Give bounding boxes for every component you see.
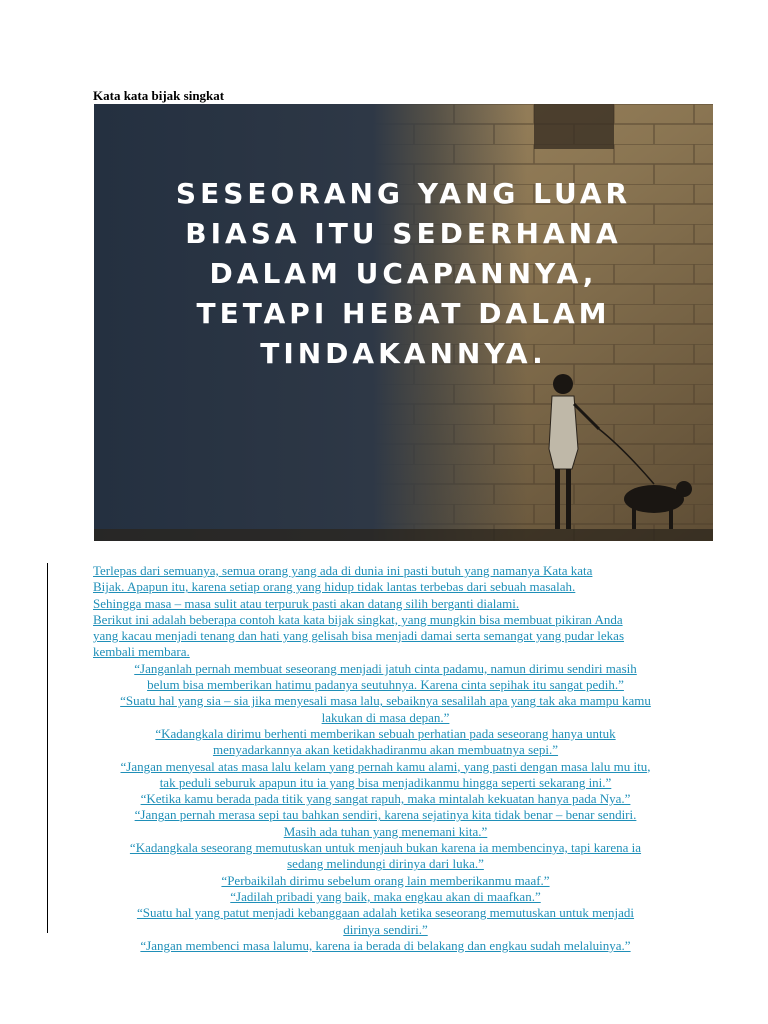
quote-line[interactable]: dirinya sendiri.”: [343, 921, 428, 937]
intro-line[interactable]: Terlepas dari semuanya, semua orang yang ada di dunia ini pasti butuh yang namanya Kata kata: [93, 563, 593, 578]
quote-line[interactable]: “Suatu hal yang sia – sia jika menyesali masa lalu, sebaiknya sesalilah apa yang tak aka mampu kamu: [120, 693, 651, 709]
quote-line[interactable]: “Suatu hal yang patut menjadi kebanggaan adalah ketika seseorang memutuskan untuk menjadi: [136, 905, 635, 921]
intro-line[interactable]: kembali membara.: [93, 644, 190, 660]
hero-quote-line: BIASA ITU SEDERHANA: [185, 217, 622, 250]
quote-line[interactable]: lakukan di masa depan.”: [321, 709, 450, 725]
quote-line[interactable]: “Kadangkala seseorang memutuskan untuk menjauh bukan karena ia membencinya, tapi karena ia: [129, 840, 642, 856]
hero-quote: [94, 174, 713, 374]
quote-line[interactable]: Masih ada tuhan yang menemani kita.”: [283, 823, 488, 839]
quote-line[interactable]: “Perbaikilah dirimu sebelum orang lain memberikanmu maaf.”: [221, 872, 550, 888]
quote-line[interactable]: sedang melindungi dirinya dari luka.”: [287, 856, 484, 872]
body-text: [93, 563, 678, 954]
quote-line[interactable]: belum bisa memberikan hatimu padanya seutuhnya. Karena cinta sepihak itu sangat pedih.”: [147, 677, 624, 693]
hero-quote-line: SESEORANG YANG LUAR: [175, 177, 632, 210]
quote-line[interactable]: tak peduli seburuk apapun itu ia yang bisa menjadikanmu hingga seperti sekarang ini.”: [159, 774, 612, 790]
hero-quote-line: TETAPI HEBAT DALAM: [196, 297, 611, 330]
quote-line[interactable]: “Jadilah pribadi yang baik, maka engkau akan di maafkan.”: [230, 888, 541, 904]
quote-line[interactable]: “Jangan pernah merasa sepi tau bahkan sendiri, karena sejatinya kita tidak benar – benar sendiri.: [134, 807, 637, 823]
intro-line[interactable]: Sehingga masa – masa sulit atau terpuruk pasti akan datang silih berganti dialami.: [93, 595, 520, 611]
quote-line[interactable]: “Kadangkala dirimu berhenti memberikan sebuah perhatian pada seseorang hanya untuk: [155, 725, 616, 741]
intro-line[interactable]: yang kacau menjadi tenang dan hati yang gelisah bisa menjadi damai serta semangat yang pudar lekas: [93, 628, 625, 644]
quote-line[interactable]: “Ketika kamu berada pada titik yang sangat rapuh, maka mintalah kekuatan hanya pada Nya.”: [140, 791, 631, 807]
document-title: Kata kata bijak singkat: [93, 88, 225, 103]
quote-line[interactable]: “Jangan membenci masa lalumu, karena ia berada di belakang dan engkau sudah melaluinya.”: [140, 937, 631, 953]
quote-line[interactable]: “Janganlah pernah membuat seseorang menjadi jatuh cinta padamu, namun dirimu sendiri masih: [134, 660, 637, 676]
hero-quote-line: DALAM UCAPANNYA,: [209, 257, 598, 290]
intro-line[interactable]: Berikut ini adalah beberapa contoh kata kata bijak singkat, yang mungkin bisa membuat pikiran Anda: [93, 611, 623, 627]
hero-quote-line: TINDAKANNYA.: [260, 337, 547, 370]
quote-line[interactable]: menyadarkannya akan ketidakhadiranmu akan membuatnya sepi.”: [212, 742, 559, 758]
hero-image: [94, 104, 713, 541]
intro-line[interactable]: Bijak. Apapun itu, karena setiap orang yang hidup tidak lantas terbebas dari sebuah masalah.: [93, 579, 576, 595]
change-bar: [47, 563, 48, 933]
quote-line[interactable]: “Jangan menyesal atas masa lalu kelam yang pernah kamu alami, yang pasti dengan masa lalu mu itu,: [120, 758, 651, 774]
